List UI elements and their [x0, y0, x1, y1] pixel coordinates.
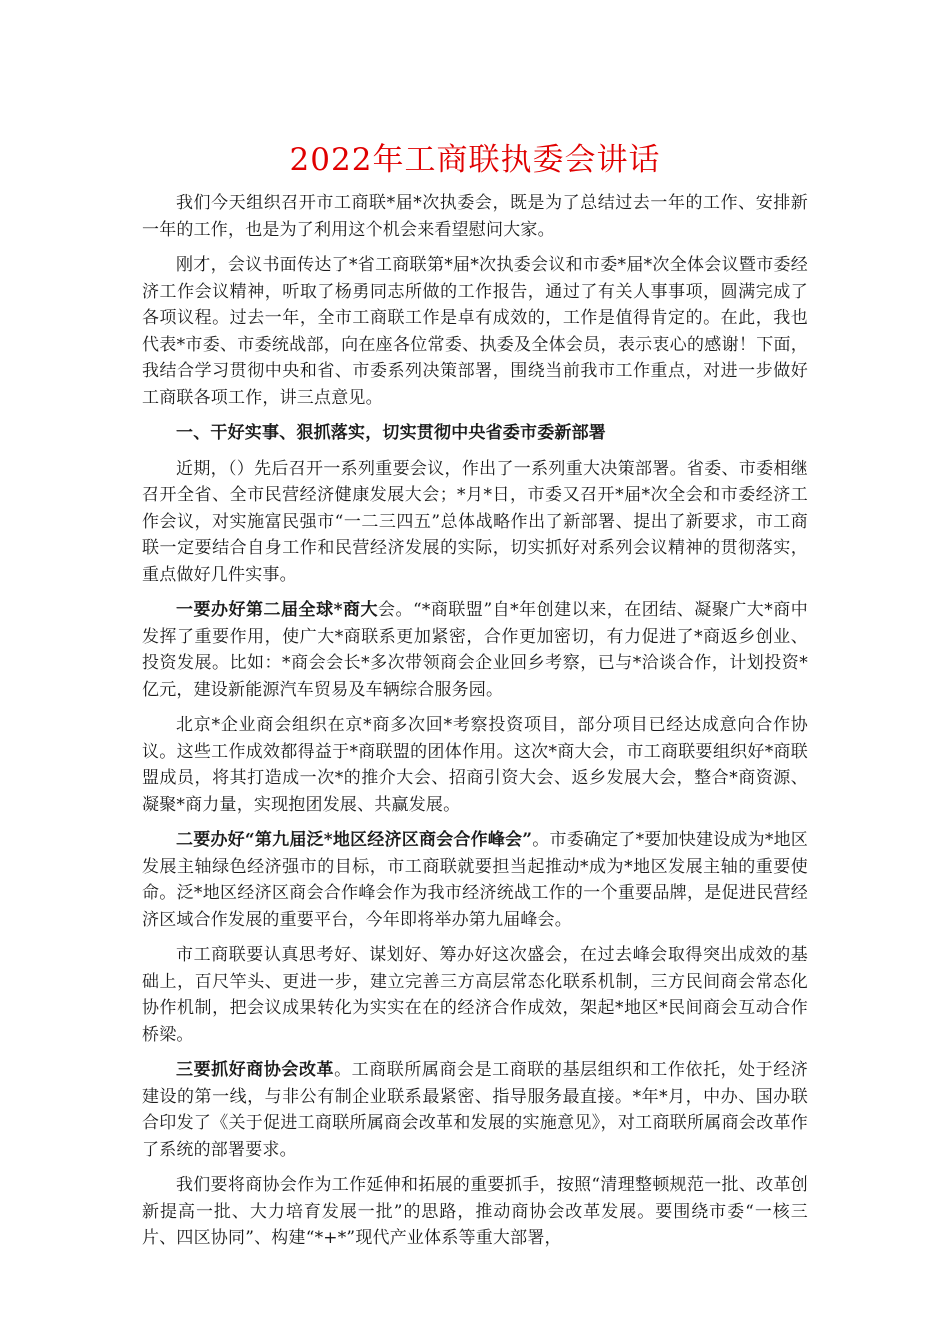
document-page: [142, 140, 808, 1261]
document-title: 2022年工商联执委会讲话: [289, 142, 661, 178]
paragraph-point-3: [142, 1057, 808, 1163]
paragraph-point-2: [142, 827, 808, 933]
point-2-text: 。市委确定了*要加快建设成为*地区发展主轴绿色经济强市的目标，市工商联就要担当起推动*成为*地区发展主轴的重要使命。泛*地区经济区商会合作峰会作为我市经济统战工作的一个重要品牌，是促进民营经济区域合作发展的重要平台，今年即将举办第九届峰会。: [142, 830, 808, 930]
point-1-text: 会。“*商联盟”自*年创建以来，在团结、凝聚广大*商中发挥了重要作用，使广大*商联系更加紧密，合作更加密切，有力促进了*商返乡创业、投资发展。比如：*商会会长*多次带领商会企业回乡考察，已与*洽谈合作，计划投资*亿元，建设新能源汽车贸易及车辆综合服务园。: [142, 600, 808, 700]
paragraph-recent-meetings: 近期，（）先后召开一系列重要会议，作出了一系列重大决策部署。省委、市委相继召开全省、全市民营经济健康发展大会；*月*日，市委又召开*届*次全会和市委经济工作会议，对实施富民强市“一二三四五”总体战略作出了新部署、提出了新要求，市工商联一定要结合自身工作和民营经济发展的实际，切实抓好对系列会议精神的贯彻落实，重点做好几件实事。: [142, 458, 808, 585]
paragraph-opening: 我们今天组织召开市工商联*届*次执委会，既是为了总结过去一年的工作、安排新一年的工作，也是为了利用这个机会来看望慰问大家。: [142, 193, 808, 240]
paragraph-point-1: [142, 597, 808, 703]
section-heading-1: 一、干好实事、狠抓落实，切实贯彻中央省委市委新部署: [176, 423, 606, 443]
point-3-text: 。工商联所属商会是工商联的基层组织和工作依托，处于经济建设的第一线，与非公有制企业联系最紧密、指导服务最直接。*年*月，中办、国办联合印发了《关于促进工商联所属商会改革和发展的实施意见》，对工商联所属商会改革作了系统的部署要求。: [142, 1060, 808, 1160]
point-3-lead: 三要抓好商协会改革: [176, 1060, 335, 1080]
paragraph-beijing: 北京*企业商会组织在京*商多次回*考察投资项目，部分项目已经达成意向合作协议。这些工作成效都得益于*商联盟的团体作用。这次*商大会，市工商联要组织好*商联盟成员，将其打造成一次*的推介大会、招商引资大会、返乡发展大会，整合*商资源、凝聚*商力量，实现抱团发展、共赢发展。: [142, 715, 808, 815]
paragraph-reform: 我们要将商协会作为工作延伸和拓展的重要抓手，按照“清理整顿规范一批、改革创新提高一批、大力培育发展一批”的思路，推动商协会改革发展。要围绕市委“一核三片、四区协同”、构建“*+*”现代产业体系等重大部署，: [142, 1175, 808, 1248]
paragraph-summit: 市工商联要认真思考好、谋划好、筹办好这次盛会，在过去峰会取得突出成效的基础上，百尺竿头、更进一步，建立完善三方高层常态化联系机制，三方民间商会常态化协作机制，把会议成果转化为实实在在的经济合作成效，架起*地区*民间商会互动合作桥梁。: [142, 945, 808, 1045]
point-1-lead: 一要办好第二届全球*商大: [176, 600, 378, 620]
point-2-lead: 二要办好“第九届泛*地区经济区商会合作峰会”: [176, 830, 533, 850]
paragraph-review: 刚才，会议书面传达了*省工商联第*届*次执委会议和市委*届*次全体会议暨市委经济工作会议精神，听取了杨勇同志所做的工作报告，通过了有关人事事项，圆满完成了各项议程。过去一年，全市工商联工作是卓有成效的，工作是值得肯定的。在此，我也代表*市委、市委统战部，向在座各位常委、执委及全体会员，表示衷心的感谢！下面，我结合学习贯彻中央和省、市委系列决策部署，围绕当前我市工作重点，对进一步做好工商联各项工作，讲三点意见。: [142, 255, 808, 408]
